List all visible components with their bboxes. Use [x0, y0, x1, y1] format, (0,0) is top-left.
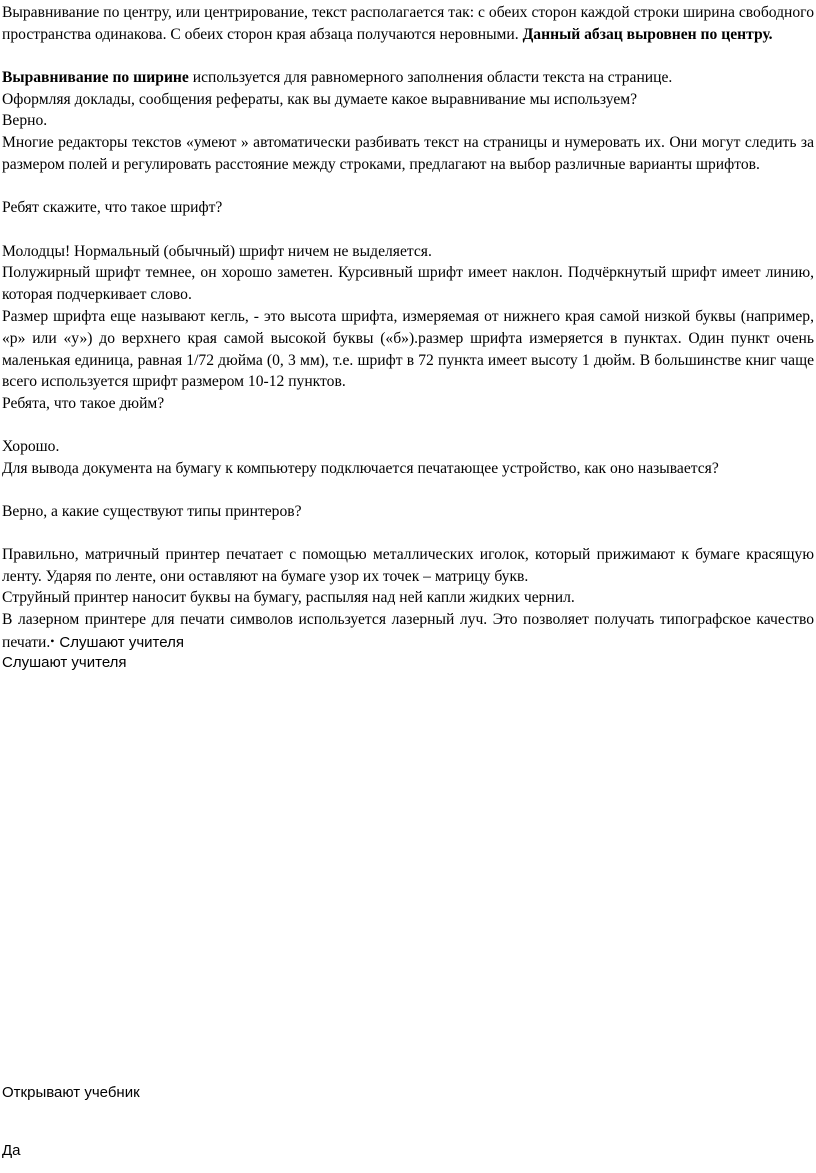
student-activity-listen-repeat: Слушают учителя	[2, 654, 127, 671]
question-printing-device: Для вывода документа на бумагу к компьютеру подключается печатающее устройство, как оно называется?	[2, 460, 719, 477]
paragraph-laser-printer	[2, 609, 814, 654]
bold-note-centered: Данный абзац выровнен по центру.	[522, 25, 773, 43]
paragraph-font-size: Размер шрифта еще называют кегль, - это высота шрифта, измеряемая от нижнего края самой низкой буквы (например, «р» или «у») до верхнего края самой высокой буквы («б»).размер шрифта измеряется в пунктах. Один пункт очень маленькая единица, равная 1/72 дюйма (0, 3 мм), т.е. шрифт в 72 пункта имеет высоту 1 дюйм. В большинстве книг чаще всего используется шрифт размером 10-12 пунктов.	[2, 308, 814, 391]
reply-correct: Верно.	[2, 112, 48, 129]
bullet-icon: •	[50, 633, 55, 648]
bold-justify-term: Выравнивание по ширине	[2, 69, 189, 86]
question-report-alignment: Оформляя доклады, сообщения рефераты, как вы думаете какое выравнивание мы используем?	[2, 91, 638, 108]
question-what-is-inch: Ребята, что такое дюйм?	[2, 395, 165, 412]
paragraph-text-editors: Многие редакторы текстов «умеют » автоматически разбивать текст на страницы и нумеровать их. Они могут следить за размером полей и регулировать расстояние между строками, предлагают на выбор различные варианты шрифтов.	[2, 134, 814, 173]
paragraph-matrix-printer: Правильно, матричный принтер печатает с помощью металлических иголок, который прижимают к бумаге красящую ленту. Ударяя по ленте, они оставляют на бумаге узор их точек – матрицу букв.	[2, 546, 814, 585]
paragraph-font-styles: Полужирный шрифт темнее, он хорошо заметен. Курсивный шрифт имеет наклон. Подчёркнутый шрифт имеет линию, которая подчеркивает слово.	[2, 264, 814, 303]
paragraph-inkjet-printer: Струйный принтер наносит буквы на бумагу, распыляя над ней капли жидких чернил.	[2, 589, 575, 606]
text-laser-printer: В лазерном принтере для печати символов используется лазерный луч. Это позволяет получать типографское качество печати.	[2, 611, 814, 651]
paragraph-justify-alignment	[2, 67, 814, 89]
question-printer-types: Верно, а какие существуют типы принтеров?	[2, 503, 302, 520]
student-answer-yes: Да	[2, 1142, 21, 1159]
student-activity-open-book: Открывают учебник	[2, 1084, 140, 1101]
paragraph-center-alignment	[2, 2, 814, 46]
reply-good: Хорошо.	[2, 438, 60, 455]
text-justify-description: используется для равномерного заполнения области текста на странице.	[188, 69, 673, 86]
question-what-is-font: Ребят скажите, что такое шрифт?	[2, 199, 223, 216]
student-activity-listen: Слушают учителя	[59, 633, 184, 651]
paragraph-normal-font: Молодцы! Нормальный (обычный) шрифт ничем не выделяется.	[2, 243, 432, 260]
text-center-alignment: Выравнивание по центру, или центрирование, текст располагается так: с обеих сторон каждой строки ширина свободного пространства одинакова. С обеих сторон края абзаца получаются неровными.	[2, 4, 814, 43]
